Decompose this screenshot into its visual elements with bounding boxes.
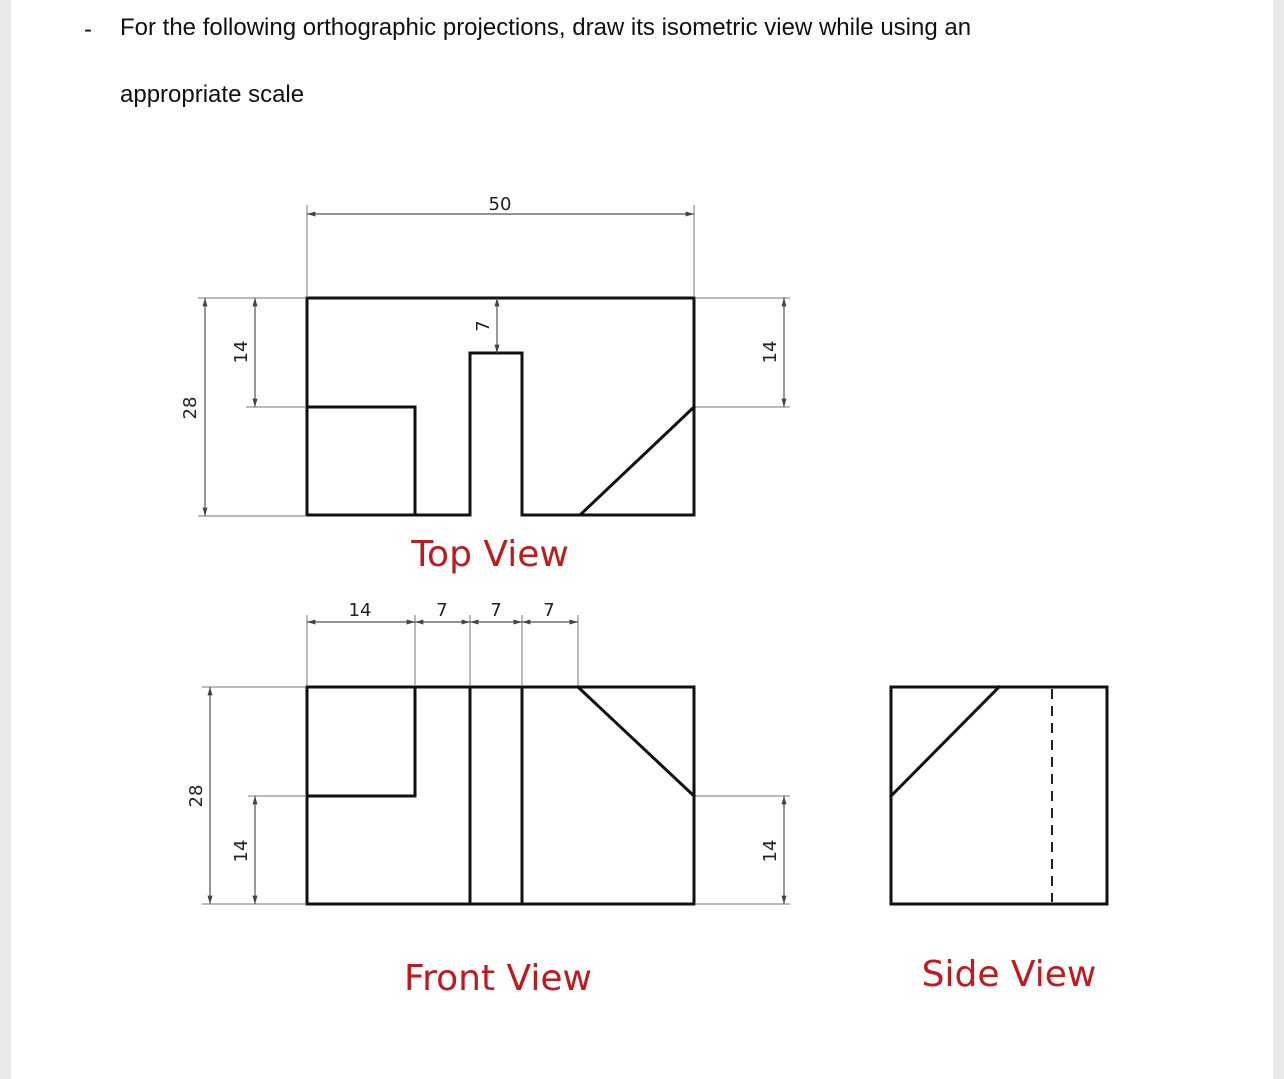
front-seg3-dim: 7 (490, 600, 502, 621)
front-view-label: Front View (404, 958, 592, 999)
top-slot-depth-dim: 7 (473, 320, 494, 332)
front-seg2-dim: 7 (436, 600, 448, 621)
top-right-step-dim: 14 (760, 340, 781, 364)
side-view (891, 687, 1107, 995)
front-seg1-dim: 14 (348, 600, 372, 621)
top-view-label: Top View (411, 534, 569, 575)
front-left-step-dim: 14 (231, 839, 252, 863)
side-view-label: Side View (921, 954, 1097, 995)
top-view-outline (307, 298, 694, 515)
question-line-2: appropriate scale (120, 81, 305, 108)
side-view-slope-line (891, 687, 999, 796)
front-right-step-dim: 14 (760, 839, 781, 863)
front-view-outline (307, 687, 694, 904)
top-height-dim: 28 (180, 396, 201, 420)
bullet-dash: - (84, 16, 92, 43)
question-line-1: For the following orthographic projections, draw its isometric view while using an (120, 14, 972, 41)
top-view (180, 194, 790, 575)
front-height-dim: 28 (186, 784, 207, 808)
top-width-dim: 50 (488, 194, 512, 215)
front-seg4-dim: 7 (543, 600, 555, 621)
side-view-outline (891, 687, 1107, 904)
front-view (186, 600, 790, 999)
top-left-step-dim: 14 (231, 340, 252, 364)
